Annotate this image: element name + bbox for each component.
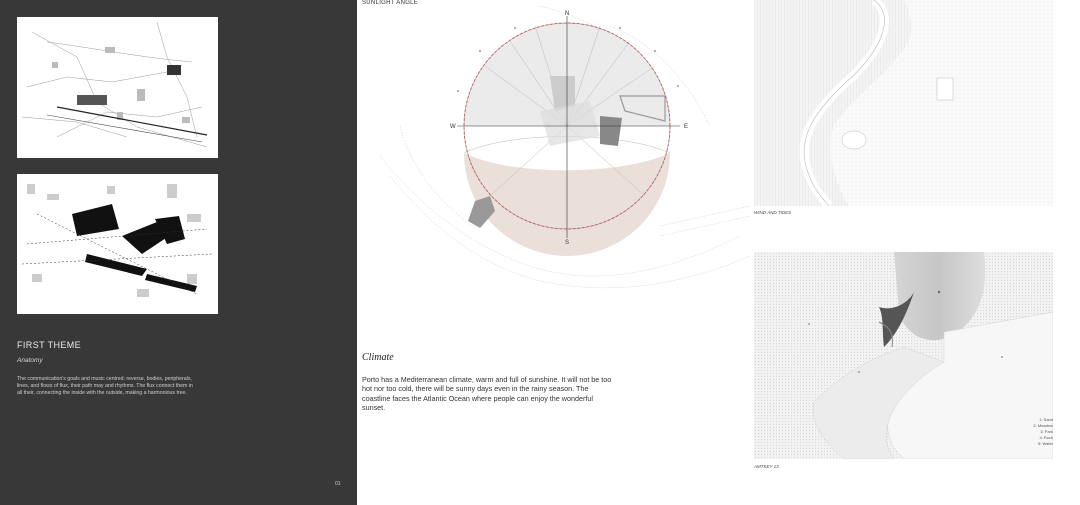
sunlight-angle-label: SUNLIGHT ANGLE [362,0,419,6]
site-plan-thumbnail-1 [17,17,218,158]
legend-item: 4: Rock [1039,435,1053,440]
compass-east-label: E [684,124,689,130]
top-map-caption: WIND AND TIDES [754,210,792,215]
site-plan-thumbnail-2 [17,174,218,314]
site-analysis-drawing [754,252,1053,459]
legend-item: 1: Sand [1039,417,1053,422]
wind-tides-map [754,0,1053,206]
climate-heading: Climate [362,352,394,363]
wind-tides-drawing [754,0,1053,206]
compass-west-label: W [450,124,456,130]
sunlight-diagram [360,6,752,296]
compass-north-label: N [564,11,570,17]
theme-body: The communication's goals and music centred: reverse, bodies, peripherals, lines, and flows of flux, their path may and rhythms. The flux connect them in all their, connecting the inside with the outside, making a harmonious tree. [17,376,193,396]
climate-body: Porto has a Mediterranean climate, warm and full of sunshine. It will not be too hot nor too cold, there will be sunny days even in the rainy season. The coastline faces the Atlantic Ocean where people can enjoy the wonderful sunset. [362,375,612,412]
site-plan-drawing-2 [17,174,218,314]
legend-item: 2: Meadow [1033,423,1053,428]
compass-south-label: S [564,240,570,246]
page-number: 01 [335,481,341,487]
left-panel [0,0,357,505]
theme-title: FIRST THEME [17,340,82,350]
legend-item: 3: Park [1040,429,1053,434]
map-legend [1015,417,1053,447]
site-analysis-map [754,252,1053,459]
theme-subtitle: Anatomy [17,357,43,364]
site-plan-drawing-1 [17,17,218,158]
bottom-map-caption: AMTKEY-13 [754,464,779,469]
legend-item: 5: Water [1038,441,1053,446]
